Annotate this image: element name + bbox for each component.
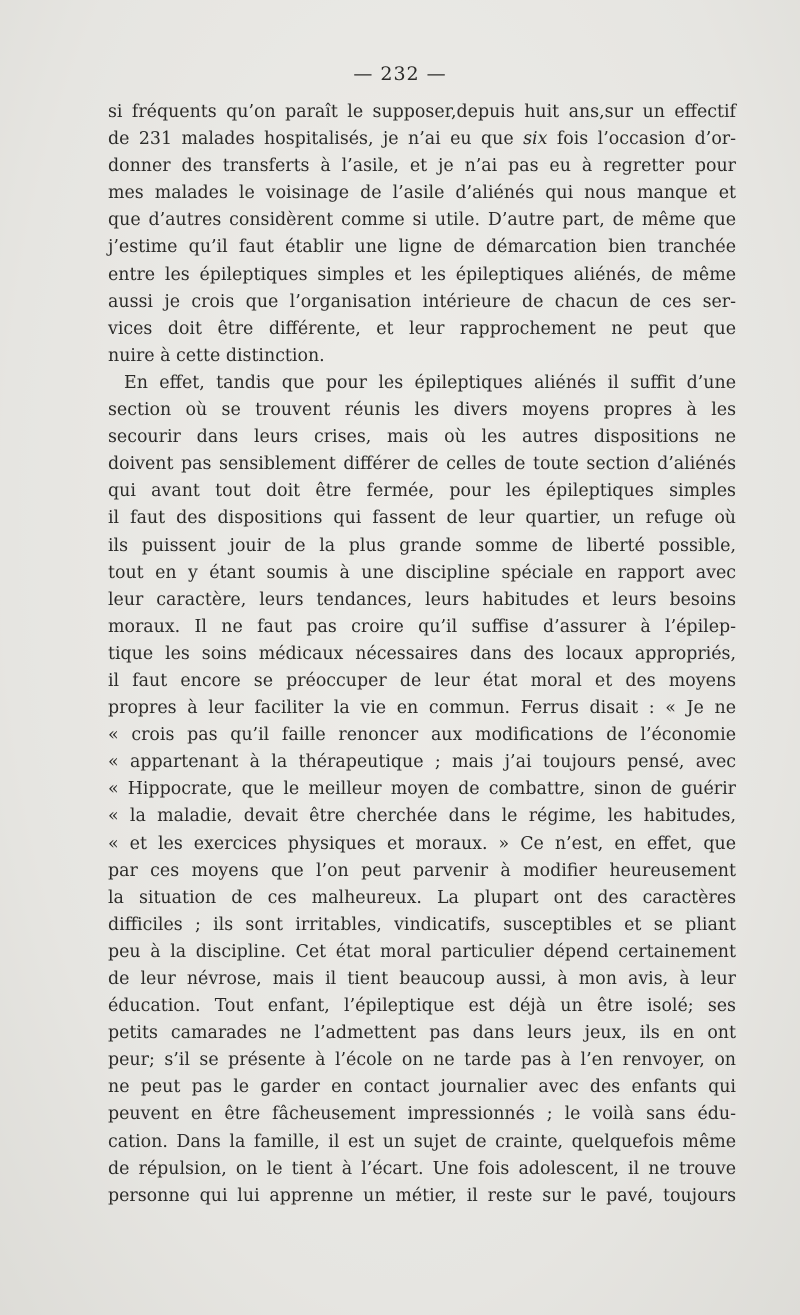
page-number: — 232 —	[353, 63, 447, 85]
text-line: moraux. Il ne faut pas croire qu’il suffise d’assurer à l’épilep-	[108, 616, 736, 637]
text-line: ne peut pas le garder en contact journalier avec des enfants qui	[108, 1077, 736, 1098]
text-line: mes malades le voisinage de l’asile d’aliénés qui nous manque et	[108, 183, 736, 204]
text-line: vices doit être différente, et leur rapprochement ne peut que	[108, 318, 736, 339]
text-line: qui avant tout doit être fermée, pour les épileptiques simples	[108, 481, 736, 502]
text-line: petits camarades ne l’admettent pas dans leurs jeux, ils en ont	[108, 1023, 736, 1044]
text-line: donner des transferts à l’asile, et je n’ai pas eu à regretter pour	[108, 156, 736, 177]
text-line: personne qui lui apprenne un métier, il reste sur le pavé, toujours	[108, 1185, 736, 1206]
text-line: tique les soins médicaux nécessaires dans des locaux appropriés,	[108, 643, 736, 664]
text-line: « et les exercices physiques et moraux. » Ce n’est, en effet, que	[108, 833, 736, 854]
text-line: peur; s’il se présente à l’école on ne tarde pas à l’en renvoyer, on	[108, 1050, 736, 1071]
text-line: par ces moyens que l’on peut parvenir à modifier heureusement	[108, 860, 736, 881]
text-line: « la maladie, devait être cherchée dans le régime, les habitudes,	[108, 806, 736, 827]
text-line: il faut encore se préoccuper de leur état moral et des moyens	[108, 670, 736, 691]
text-line: que d’autres considèrent comme si utile. D’autre part, de même que	[108, 210, 736, 231]
text-line: « crois pas qu’il faille renoncer aux modifications de l’économie	[108, 725, 736, 746]
text-line: propres à leur faciliter la vie en commun. Ferrus disait : « Je ne	[108, 698, 736, 719]
text-line: ils puissent jouir de la plus grande somme de liberté possible,	[108, 535, 736, 556]
text-line: de leur névrose, mais il tient beaucoup aussi, à mon avis, à leur	[108, 969, 736, 989]
text-line: « Hippocrate, que le meilleur moyen de combattre, sinon de guérir	[108, 779, 736, 800]
text-line: de 231 malades hospitalisés, je n’ai eu que six fois l’occasion d’or-	[108, 129, 736, 150]
text-line: doivent pas sensiblement différer de celles de toute section d’aliénés	[108, 454, 736, 475]
text-line: si fréquents qu’on paraît le supposer,depuis huit ans,sur un effectif	[108, 102, 736, 122]
text-line: de répulsion, on le tient à l’écart. Une fois adolescent, il ne trouve	[108, 1158, 736, 1179]
text-line: secourir dans leurs crises, mais où les autres dispositions ne	[108, 427, 736, 448]
text-line: leur caractère, leurs tendances, leurs habitudes et leurs besoins	[108, 589, 736, 610]
text-line: section où se trouvent réunis les divers moyens propres à les	[108, 400, 736, 421]
text-line: « appartenant à la thérapeutique ; mais j’ai toujours pensé, avec	[108, 752, 736, 773]
body-text	[108, 99, 736, 1210]
text-line: il faut des dispositions qui fassent de leur quartier, un refuge où	[108, 508, 736, 529]
text-line: difficiles ; ils sont irritables, vindicatifs, susceptibles et se pliant	[108, 914, 736, 935]
text-line: la situation de ces malheureux. La plupart ont des caractères	[108, 887, 736, 908]
text-line: entre les épileptiques simples et les épileptiques aliénés, de même	[108, 264, 736, 285]
text-line: aussi je crois que l’organisation intérieure de chacun de ces ser-	[108, 291, 736, 312]
text-line: nuire à cette distinction.	[108, 345, 325, 366]
text-line: cation. Dans la famille, il est un sujet de crainte, quelquefois même	[108, 1131, 736, 1152]
text-line: peuvent en être fâcheusement impressionnés ; le voilà sans édu-	[108, 1104, 736, 1125]
text-line: éducation. Tout enfant, l’épileptique est déjà un être isolé; ses	[108, 996, 736, 1017]
text-line: peu à la discipline. Cet état moral particulier dépend certainement	[108, 941, 736, 962]
text-line: tout en y étant soumis à une discipline spéciale en rapport avec	[108, 562, 736, 583]
emphasized-word: six	[523, 129, 548, 150]
text-line: j’estime qu’il faut établir une ligne de démarcation bien tranchée	[108, 237, 736, 258]
text-line: En effet, tandis que pour les épileptiques aliénés il suffit d’une	[124, 372, 736, 393]
